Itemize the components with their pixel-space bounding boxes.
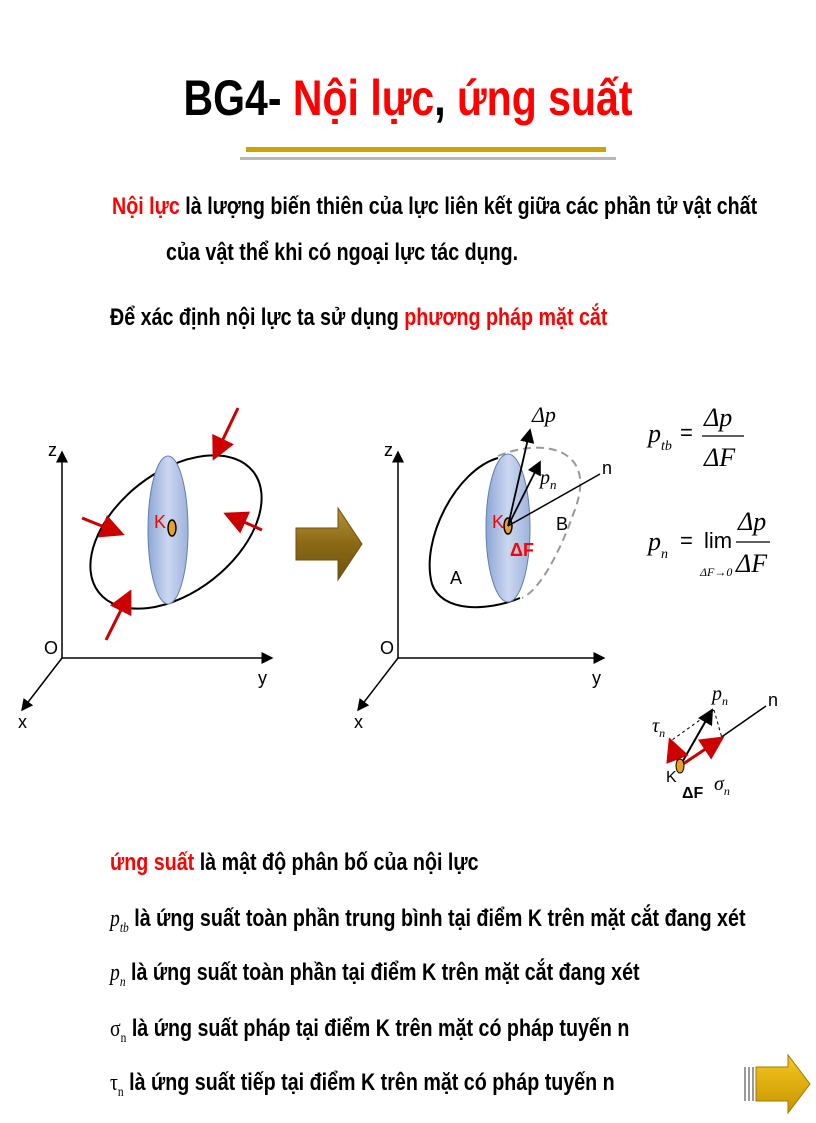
method-text: Để xác định nội lực ta sử dụng bbox=[110, 304, 405, 331]
left-point-k bbox=[168, 520, 176, 536]
left-k-label: K bbox=[154, 512, 167, 532]
small-tau-label: $\tau_n$ bbox=[652, 715, 666, 740]
formula-ptb-equals: = bbox=[680, 420, 693, 445]
right-arrow-icon bbox=[296, 508, 362, 580]
stress-pn-text: là ứng suất toàn phần tại điểm K trên mặt cắt đang xét bbox=[125, 959, 640, 986]
formula-pn-lim: lim bbox=[704, 528, 733, 553]
left-z-label: z bbox=[48, 440, 57, 460]
right-delta-p-label: Δp bbox=[532, 402, 556, 427]
stress-def-rest: là mật độ phân bố của nội lực bbox=[194, 849, 479, 876]
small-sigma-label: $\sigma_n$ bbox=[714, 773, 730, 798]
right-x-label: x bbox=[354, 712, 363, 732]
right-x-axis bbox=[358, 658, 398, 710]
method-line bbox=[110, 303, 607, 333]
left-diagram bbox=[18, 408, 290, 732]
formula-ptb bbox=[646, 403, 744, 472]
left-y-label: y bbox=[258, 668, 267, 688]
left-origin-label: O bbox=[44, 638, 59, 658]
formula-pn-denominator: ΔF bbox=[736, 549, 768, 578]
left-force-arrow-left bbox=[82, 518, 122, 534]
stress-sigma-text: là ứng suất pháp tại điểm K trên mặt có pháp tuyến n bbox=[126, 1015, 630, 1042]
right-normal-label: n bbox=[602, 458, 613, 478]
formula-pn-numerator: Δp bbox=[738, 507, 767, 536]
left-x-axis bbox=[22, 658, 62, 710]
definition-rest: là lượng biến thiên của lực liên kết giữa các phần tử vật chất bbox=[179, 193, 758, 220]
small-point-k bbox=[676, 759, 684, 773]
small-dashed-1 bbox=[714, 710, 722, 738]
right-part-b-label: B bbox=[556, 514, 569, 534]
small-pn-label: $p_n$ bbox=[712, 683, 728, 708]
formula-ptb-numerator: Δp bbox=[704, 403, 733, 432]
formula-pn-equals: = bbox=[680, 528, 693, 553]
left-force-arrow-top bbox=[214, 408, 238, 458]
right-y-label: y bbox=[592, 668, 601, 688]
stress-ptb-symbol: $p_{tb}$ bbox=[110, 906, 129, 936]
stress-ptb-line bbox=[110, 904, 746, 944]
left-force-arrow-bottom bbox=[106, 592, 130, 640]
stress-tau-symbol: $\tau_n$ bbox=[110, 1070, 124, 1100]
small-dashed-2 bbox=[672, 710, 714, 740]
formula-ptb-denominator: ΔF bbox=[704, 443, 736, 472]
stress-sigma-symbol: $\sigma_n$ bbox=[110, 1016, 127, 1046]
definition-term: Nội lực bbox=[112, 193, 180, 220]
right-part-a-label: A bbox=[450, 568, 463, 588]
formula-ptb-lhs: $p_{tb}$ bbox=[648, 419, 672, 454]
stress-pn-symbol: $p_n$ bbox=[110, 960, 126, 990]
title-comma: , bbox=[434, 70, 457, 126]
stress-sigma-line bbox=[110, 1014, 629, 1054]
definition-line-2: của vật thể khi có ngoại lực tác dụng. bbox=[166, 239, 519, 266]
title-underline-gold bbox=[246, 147, 606, 152]
stress-tau-text: là ứng suất tiếp tại điểm K trên mặt có pháp tuyến n bbox=[123, 1069, 615, 1096]
small-pn-arrow bbox=[680, 710, 712, 766]
stress-definition bbox=[110, 848, 479, 878]
title-ung-suat: ứng suất bbox=[456, 70, 633, 126]
definition-line-1 bbox=[112, 192, 757, 222]
title-underline-gray bbox=[240, 157, 616, 160]
stress-ptb-text: là ứng suất toàn phần trung bình tại điểm K trên mặt cắt đang xét bbox=[128, 905, 746, 932]
page-title bbox=[73, 68, 742, 128]
right-pn-label: $p_n$ bbox=[540, 467, 557, 492]
right-area-label: ΔF bbox=[510, 540, 534, 560]
right-origin-label: O bbox=[380, 638, 395, 658]
title-prefix: BG4- bbox=[183, 70, 293, 126]
small-sigma-arrow bbox=[680, 738, 722, 766]
small-normal-label: n bbox=[768, 690, 779, 710]
stress-tau-line bbox=[110, 1068, 615, 1108]
right-diagram bbox=[354, 402, 612, 732]
right-k-label: K bbox=[492, 512, 505, 532]
next-slide-icon[interactable] bbox=[744, 1053, 812, 1115]
small-k-label: K bbox=[666, 769, 677, 786]
stress-term: ứng suất bbox=[110, 849, 195, 876]
small-stress-diagram bbox=[652, 683, 778, 802]
right-z-label: z bbox=[384, 440, 393, 460]
formula-pn bbox=[646, 507, 770, 579]
formula-pn-lim-sub: ΔF→0 bbox=[700, 565, 733, 579]
left-x-label: x bbox=[18, 712, 27, 732]
small-area-label: ΔF bbox=[682, 785, 704, 802]
section-method-diagram bbox=[0, 370, 816, 830]
method-highlight: phương pháp mặt cắt bbox=[404, 304, 608, 331]
title-noi-luc: Nội lực bbox=[292, 70, 435, 126]
formula-pn-lhs: $p_n$ bbox=[648, 527, 668, 562]
stress-pn-line bbox=[110, 958, 640, 998]
